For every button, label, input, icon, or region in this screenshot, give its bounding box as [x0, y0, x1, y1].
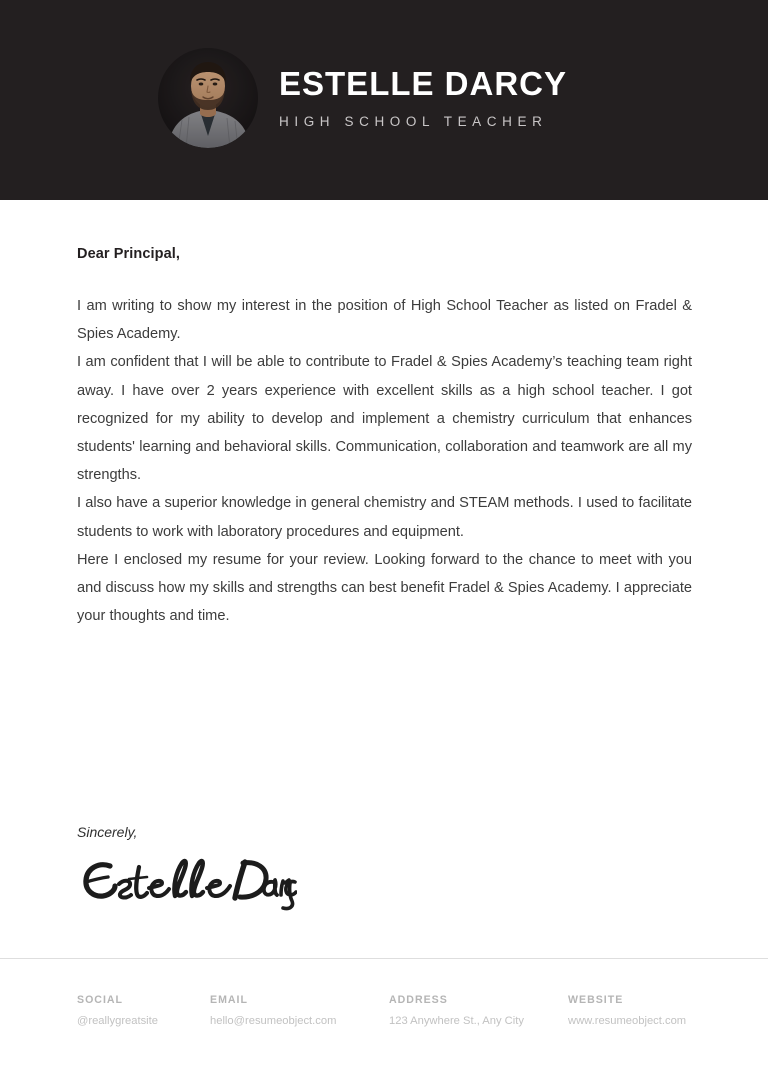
signature [77, 852, 297, 914]
footer-value-email[interactable]: hello@resumeobject.com [210, 1015, 337, 1027]
footer-label-website: WEBSITE [568, 994, 624, 1006]
header-text [279, 67, 567, 129]
letter-body [77, 246, 692, 630]
footer-value-address: 123 Anywhere St., Any City [389, 1015, 524, 1027]
letter-paragraph-2: I am confident that I will be able to contribute to Fradel & Spies Academy’s teaching team right away. I have over 2 years experience with excellent skills as a high school teacher. I got recognized for my ability to develop and implement a chemistry curriculum that enhances students' learning and behavioral skills. Communication, collaboration and teamwork are all my strengths. [77, 354, 692, 484]
footer-column-website [568, 994, 738, 1027]
closing-text: Sincerely, [77, 824, 138, 840]
page-title: ESTELLE DARCY [279, 65, 568, 103]
salutation: Dear Principal, [77, 246, 181, 262]
job-title: HIGH SCHOOL TEACHER [279, 113, 548, 129]
footer-label-email: EMAIL [210, 994, 248, 1006]
letter-paragraph-3: I also have a superior knowledge in general chemistry and STEAM methods. I used to facilitate students to work with laboratory procedures and equipment. [77, 495, 692, 540]
header-band [0, 0, 768, 200]
footer [77, 994, 717, 1027]
footer-column-email [210, 994, 389, 1027]
handwritten-signature-icon [77, 852, 297, 914]
letter-paragraph-4: Here I enclosed my resume for your review. Looking forward to the chance to meet with you and discuss how my skills and strengths can best benefit Fradel & Spies Academy. I appreciate your thoughts and time. [77, 551, 692, 625]
footer-column-address [389, 994, 568, 1027]
header-content [158, 48, 567, 148]
footer-column-social [77, 994, 210, 1027]
footer-divider [0, 958, 768, 959]
signoff [77, 824, 477, 914]
footer-label-social: SOCIAL [77, 994, 124, 1006]
portrait-photo-icon [158, 48, 258, 148]
letter-paragraph-1: I am writing to show my interest in the position of High School Teacher as listed on Fradel & Spies Academy. [77, 298, 692, 343]
footer-value-website[interactable]: www.resumeobject.com [568, 1015, 687, 1027]
avatar [158, 48, 258, 148]
footer-label-address: ADDRESS [389, 994, 448, 1006]
footer-value-social[interactable]: @reallygreatsite [77, 1015, 159, 1027]
